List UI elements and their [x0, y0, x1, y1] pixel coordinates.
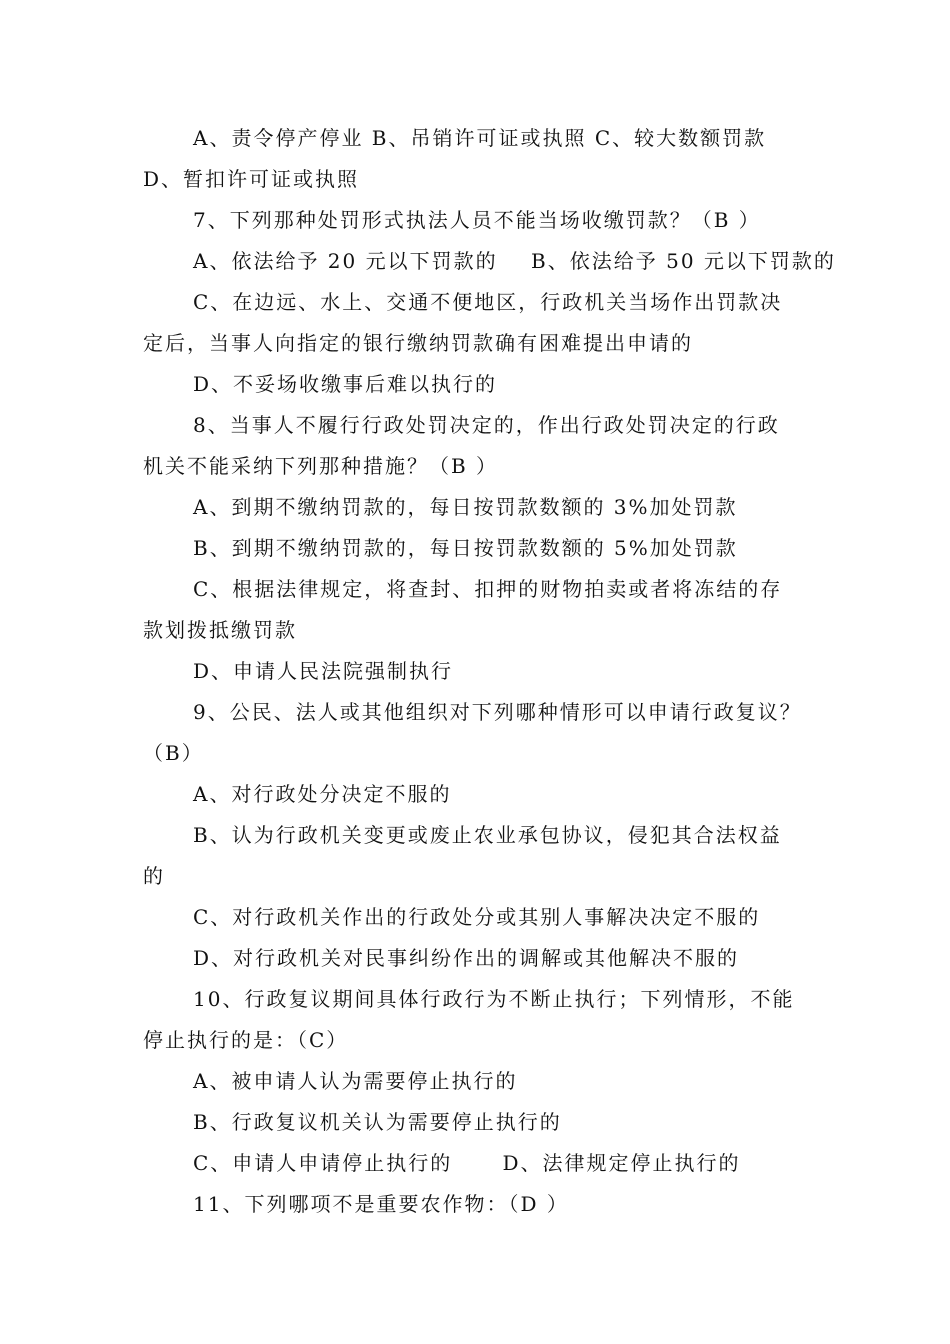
question-line: 10、行政复议期间具体行政行为不断止执行；下列情形，不能 [193, 987, 795, 1011]
option-line: B、认为行政机关变更或废止农业承包协议，侵犯其合法权益 [193, 823, 782, 847]
question-line: 8、当事人不履行行政处罚决定的，作出行政处罚决定的行政 [193, 413, 780, 437]
option-line: C、申请人申请停止执行的 D、法律规定停止执行的 [193, 1151, 741, 1175]
option-line: C、根据法律规定，将查封、扣押的财物拍卖或者将冻结的存 [193, 577, 783, 601]
question-line: 停止执行的是：（C） [143, 1028, 349, 1052]
option-line: 定后，当事人向指定的银行缴纳罚款确有困难提出申请的 [143, 331, 693, 355]
option-line: A、到期不缴纳罚款的，每日按罚款数额的 3%加处罚款 [193, 495, 738, 519]
text-line: D、暂扣许可证或执照 [143, 167, 360, 191]
option-line: C、对行政机关作出的行政处分或其别人事解决决定不服的 [193, 905, 761, 929]
option-line: C、在边远、水上、交通不便地区，行政机关当场作出罚款决 [193, 290, 783, 314]
question-line: 9、公民、法人或其他组织对下列哪种情形可以申请行政复议？ [193, 700, 802, 724]
option-line: A、依法给予 20 元以下罚款的 B、依法给予 50 元以下罚款的 [193, 249, 836, 273]
option-line: A、被申请人认为需要停止执行的 [193, 1069, 518, 1093]
option-line: 的 [143, 864, 165, 888]
option-line: B、行政复议机关认为需要停止执行的 [193, 1110, 562, 1134]
question-line: 11、下列哪项不是重要农作物：（D ） [193, 1192, 569, 1216]
option-line: D、对行政机关对民事纠纷作出的调解或其他解决不服的 [193, 946, 740, 970]
question-line: 7、下列那种处罚形式执法人员不能当场收缴罚款？（B ） [193, 208, 761, 232]
question-line: （B） [143, 741, 204, 765]
question-line: 机关不能采纳下列那种措施？（B ） [143, 454, 499, 478]
option-line: B、到期不缴纳罚款的，每日按罚款数额的 5%加处罚款 [193, 536, 738, 560]
option-line: A、对行政处分决定不服的 [193, 782, 452, 806]
text-line: A、责令停产停业 B、吊销许可证或执照 C、较大数额罚款 [193, 126, 767, 150]
option-line: D、申请人民法院强制执行 [193, 659, 454, 683]
option-line: D、不妥场收缴事后难以执行的 [193, 372, 498, 396]
option-line: 款划拨抵缴罚款 [143, 618, 297, 642]
